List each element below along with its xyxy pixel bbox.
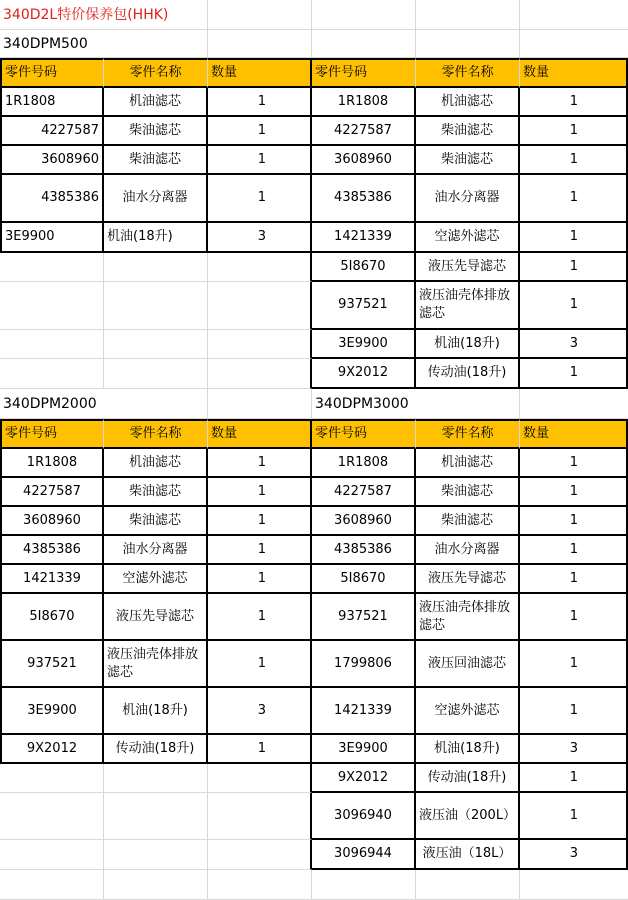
part-name-cell[interactable]: 液压回油滤芯 <box>416 641 520 688</box>
part-name-cell[interactable]: 机油滤芯 <box>416 88 520 117</box>
empty-cell[interactable] <box>416 30 520 58</box>
qty-cell[interactable]: 1 <box>208 565 312 594</box>
part-name-cell[interactable]: 柴油滤芯 <box>104 478 208 507</box>
part-name-cell[interactable]: 空滤外滤芯 <box>104 565 208 594</box>
empty-cell[interactable] <box>520 870 628 900</box>
part-no-cell[interactable]: 9X2012 <box>312 764 416 793</box>
qty-cell[interactable]: 1 <box>520 223 628 253</box>
header-row <box>0 58 628 88</box>
title-row <box>0 0 628 30</box>
table-row <box>0 688 628 735</box>
empty-cell[interactable] <box>104 330 208 359</box>
section-label-row <box>0 389 628 419</box>
part-no-cell[interactable]: 1R1808 <box>312 449 416 478</box>
part-no-cell[interactable]: 5I8670 <box>312 253 416 282</box>
qty-cell[interactable]: 1 <box>520 594 628 641</box>
part-no-cell[interactable]: 4385386 <box>0 536 104 565</box>
part-name-cell[interactable]: 柴油滤芯 <box>416 478 520 507</box>
qty-cell[interactable]: 1 <box>520 793 628 840</box>
table-row <box>0 359 628 389</box>
part-no-cell[interactable]: 1421339 <box>0 565 104 594</box>
empty-cell[interactable] <box>0 359 104 389</box>
table-row <box>0 764 628 793</box>
table-row <box>0 594 628 641</box>
part-name-cell[interactable]: 油水分离器 <box>416 175 520 223</box>
table-row <box>0 793 628 840</box>
empty-cell[interactable] <box>312 870 416 900</box>
qty-cell[interactable]: 1 <box>208 88 312 117</box>
part-name-cell[interactable]: 柴油滤芯 <box>416 507 520 536</box>
part-name-cell[interactable]: 柴油滤芯 <box>104 507 208 536</box>
part-name-cell[interactable]: 机油滤芯 <box>416 449 520 478</box>
header-part-name[interactable]: 零件名称 <box>104 419 208 449</box>
part-name-cell[interactable]: 油水分离器 <box>104 175 208 223</box>
qty-cell[interactable]: 1 <box>520 88 628 117</box>
empty-cell[interactable] <box>104 764 208 793</box>
table-row <box>0 449 628 478</box>
empty-cell[interactable] <box>416 870 520 900</box>
qty-cell[interactable]: 1 <box>520 253 628 282</box>
table-row <box>0 478 628 507</box>
table-row <box>0 253 628 282</box>
part-no-cell[interactable]: 3608960 <box>0 146 104 175</box>
part-no-cell[interactable]: 3E9900 <box>312 330 416 359</box>
part-no-cell[interactable]: 3608960 <box>0 507 104 536</box>
empty-cell[interactable] <box>520 389 628 419</box>
empty-cell[interactable] <box>208 282 312 330</box>
qty-cell[interactable]: 1 <box>208 507 312 536</box>
qty-cell[interactable]: 3 <box>520 330 628 359</box>
qty-cell[interactable]: 1 <box>520 117 628 146</box>
part-name-cell[interactable]: 液压先导滤芯 <box>104 594 208 641</box>
qty-cell[interactable]: 1 <box>208 117 312 146</box>
empty-cell[interactable] <box>208 870 312 900</box>
part-no-cell[interactable]: 5I8670 <box>0 594 104 641</box>
table-row <box>0 641 628 688</box>
part-name-cell[interactable]: 空滤外滤芯 <box>416 223 520 253</box>
part-no-cell[interactable]: 3608960 <box>312 146 416 175</box>
empty-cell[interactable] <box>312 30 416 58</box>
table-row <box>0 565 628 594</box>
part-name-cell[interactable]: 传动油(18升) <box>416 359 520 389</box>
empty-cell[interactable] <box>208 330 312 359</box>
table-row <box>0 507 628 536</box>
empty-cell[interactable] <box>0 764 104 793</box>
part-no-cell[interactable]: 4385386 <box>312 175 416 223</box>
qty-cell[interactable]: 3 <box>520 735 628 764</box>
part-no-cell[interactable]: 1R1808 <box>0 88 104 117</box>
part-name-cell[interactable]: 液压油（18L） <box>416 840 520 870</box>
part-no-cell[interactable]: 3E9900 <box>0 223 104 253</box>
qty-cell[interactable]: 1 <box>520 449 628 478</box>
part-no-cell[interactable]: 3096940 <box>312 793 416 840</box>
empty-cell[interactable] <box>520 30 628 58</box>
table-row <box>0 330 628 359</box>
part-no-cell[interactable]: 3096944 <box>312 840 416 870</box>
part-name-cell[interactable]: 空滤外滤芯 <box>416 688 520 735</box>
part-name-cell[interactable]: 液压油壳体排放滤芯 <box>416 594 520 641</box>
table-row <box>0 146 628 175</box>
part-name-cell[interactable]: 机油(18升) <box>416 735 520 764</box>
section-label-row <box>0 30 628 58</box>
part-name-cell[interactable]: 油水分离器 <box>104 536 208 565</box>
empty-cell[interactable] <box>208 389 312 419</box>
qty-cell[interactable]: 1 <box>520 175 628 223</box>
empty-cell[interactable] <box>0 840 104 870</box>
section-label-340dpm3000[interactable]: 340DPM3000 <box>312 389 520 419</box>
part-no-cell[interactable]: 1R1808 <box>312 88 416 117</box>
header-part-name[interactable]: 零件名称 <box>416 419 520 449</box>
empty-cell[interactable] <box>104 253 208 282</box>
qty-cell[interactable]: 3 <box>208 223 312 253</box>
empty-cell[interactable] <box>0 253 104 282</box>
qty-cell[interactable]: 1 <box>208 536 312 565</box>
empty-cell[interactable] <box>0 282 104 330</box>
empty-cell[interactable] <box>104 359 208 389</box>
part-no-cell[interactable]: 4385386 <box>0 175 104 223</box>
header-qty[interactable]: 数量 <box>208 419 312 449</box>
part-name-cell[interactable]: 油水分离器 <box>416 536 520 565</box>
table-row <box>0 840 628 870</box>
empty-cell[interactable] <box>208 793 312 840</box>
part-no-cell[interactable]: 3E9900 <box>0 688 104 735</box>
empty-cell[interactable] <box>104 793 208 840</box>
empty-cell[interactable] <box>104 840 208 870</box>
part-name-cell[interactable]: 液压先导滤芯 <box>416 253 520 282</box>
part-name-cell[interactable]: 机油(18升) <box>416 330 520 359</box>
header-part-no[interactable]: 零件号码 <box>312 58 416 88</box>
part-no-cell[interactable]: 9X2012 <box>0 735 104 764</box>
qty-cell[interactable]: 1 <box>520 146 628 175</box>
part-no-cell[interactable]: 4227587 <box>312 117 416 146</box>
header-qty[interactable]: 数量 <box>208 58 312 88</box>
qty-cell[interactable]: 1 <box>520 688 628 735</box>
qty-cell[interactable]: 1 <box>208 449 312 478</box>
empty-cell[interactable] <box>104 282 208 330</box>
qty-cell[interactable]: 1 <box>520 507 628 536</box>
empty-cell[interactable] <box>0 793 104 840</box>
part-no-cell[interactable]: 1421339 <box>312 688 416 735</box>
table-row <box>0 88 628 117</box>
empty-cell[interactable] <box>104 870 208 900</box>
header-part-name[interactable]: 零件名称 <box>104 58 208 88</box>
part-no-cell[interactable]: 9X2012 <box>312 359 416 389</box>
empty-cell[interactable] <box>416 0 520 30</box>
part-name-cell[interactable]: 机油滤芯 <box>104 449 208 478</box>
empty-cell[interactable] <box>208 30 312 58</box>
table-row <box>0 223 628 253</box>
header-qty[interactable]: 数量 <box>520 419 628 449</box>
sheet-title[interactable]: 340D2L特价保养包(HHK) <box>0 0 208 30</box>
part-no-cell[interactable]: 1421339 <box>312 223 416 253</box>
table-row <box>0 175 628 223</box>
empty-cell[interactable] <box>208 840 312 870</box>
header-qty[interactable]: 数量 <box>520 58 628 88</box>
header-part-name[interactable]: 零件名称 <box>416 58 520 88</box>
empty-cell[interactable] <box>0 870 104 900</box>
part-name-cell[interactable]: 柴油滤芯 <box>416 146 520 175</box>
qty-cell[interactable]: 1 <box>520 478 628 507</box>
qty-cell[interactable]: 1 <box>208 146 312 175</box>
table-row <box>0 117 628 146</box>
part-no-cell[interactable]: 937521 <box>0 641 104 688</box>
part-name-cell[interactable]: 液压先导滤芯 <box>416 565 520 594</box>
qty-cell[interactable]: 1 <box>520 565 628 594</box>
qty-cell[interactable]: 1 <box>208 735 312 764</box>
part-no-cell[interactable]: 4227587 <box>0 117 104 146</box>
empty-cell[interactable] <box>208 764 312 793</box>
part-no-cell[interactable]: 3E9900 <box>312 735 416 764</box>
qty-cell[interactable]: 1 <box>520 641 628 688</box>
qty-cell[interactable]: 1 <box>520 764 628 793</box>
empty-cell[interactable] <box>208 359 312 389</box>
part-name-cell[interactable]: 机油(18升) <box>104 223 208 253</box>
qty-cell[interactable]: 1 <box>520 359 628 389</box>
part-no-cell[interactable]: 4227587 <box>312 478 416 507</box>
part-no-cell[interactable]: 5I8670 <box>312 565 416 594</box>
qty-cell[interactable]: 3 <box>208 688 312 735</box>
part-name-cell[interactable]: 机油滤芯 <box>104 88 208 117</box>
qty-cell[interactable]: 3 <box>520 840 628 870</box>
empty-cell[interactable] <box>208 253 312 282</box>
part-name-cell[interactable]: 柴油滤芯 <box>416 117 520 146</box>
part-no-cell[interactable]: 4227587 <box>0 478 104 507</box>
header-part-no[interactable]: 零件号码 <box>0 58 104 88</box>
part-no-cell[interactable]: 937521 <box>312 594 416 641</box>
qty-cell[interactable]: 1 <box>208 175 312 223</box>
part-name-cell[interactable]: 液压油（200L） <box>416 793 520 840</box>
part-name-cell[interactable]: 传动油(18升) <box>416 764 520 793</box>
table-row <box>0 282 628 330</box>
part-no-cell[interactable]: 1R1808 <box>0 449 104 478</box>
empty-cell[interactable] <box>312 0 416 30</box>
part-no-cell[interactable]: 1799806 <box>312 641 416 688</box>
section-label-340dpm500[interactable]: 340DPM500 <box>0 30 208 58</box>
qty-cell[interactable]: 1 <box>208 478 312 507</box>
qty-cell[interactable]: 1 <box>208 594 312 641</box>
part-name-cell[interactable]: 柴油滤芯 <box>104 146 208 175</box>
part-name-cell[interactable]: 传动油(18升) <box>104 735 208 764</box>
part-name-cell[interactable]: 液压油壳体排放滤芯 <box>104 641 208 688</box>
empty-row <box>0 870 628 900</box>
part-name-cell[interactable]: 液压油壳体排放滤芯 <box>416 282 520 330</box>
part-no-cell[interactable]: 3608960 <box>312 507 416 536</box>
header-part-no[interactable]: 零件号码 <box>312 419 416 449</box>
part-no-cell[interactable]: 4385386 <box>312 536 416 565</box>
empty-cell[interactable] <box>0 330 104 359</box>
section-label-340dpm2000[interactable]: 340DPM2000 <box>0 389 208 419</box>
qty-cell[interactable]: 1 <box>520 536 628 565</box>
header-part-no[interactable]: 零件号码 <box>0 419 104 449</box>
qty-cell[interactable]: 1 <box>208 641 312 688</box>
table-row <box>0 735 628 764</box>
empty-cell[interactable] <box>520 0 628 30</box>
table-row <box>0 536 628 565</box>
qty-cell[interactable]: 1 <box>520 282 628 330</box>
part-name-cell[interactable]: 机油(18升) <box>104 688 208 735</box>
header-row <box>0 419 628 449</box>
part-name-cell[interactable]: 柴油滤芯 <box>104 117 208 146</box>
part-no-cell[interactable]: 937521 <box>312 282 416 330</box>
empty-cell[interactable] <box>208 0 312 30</box>
